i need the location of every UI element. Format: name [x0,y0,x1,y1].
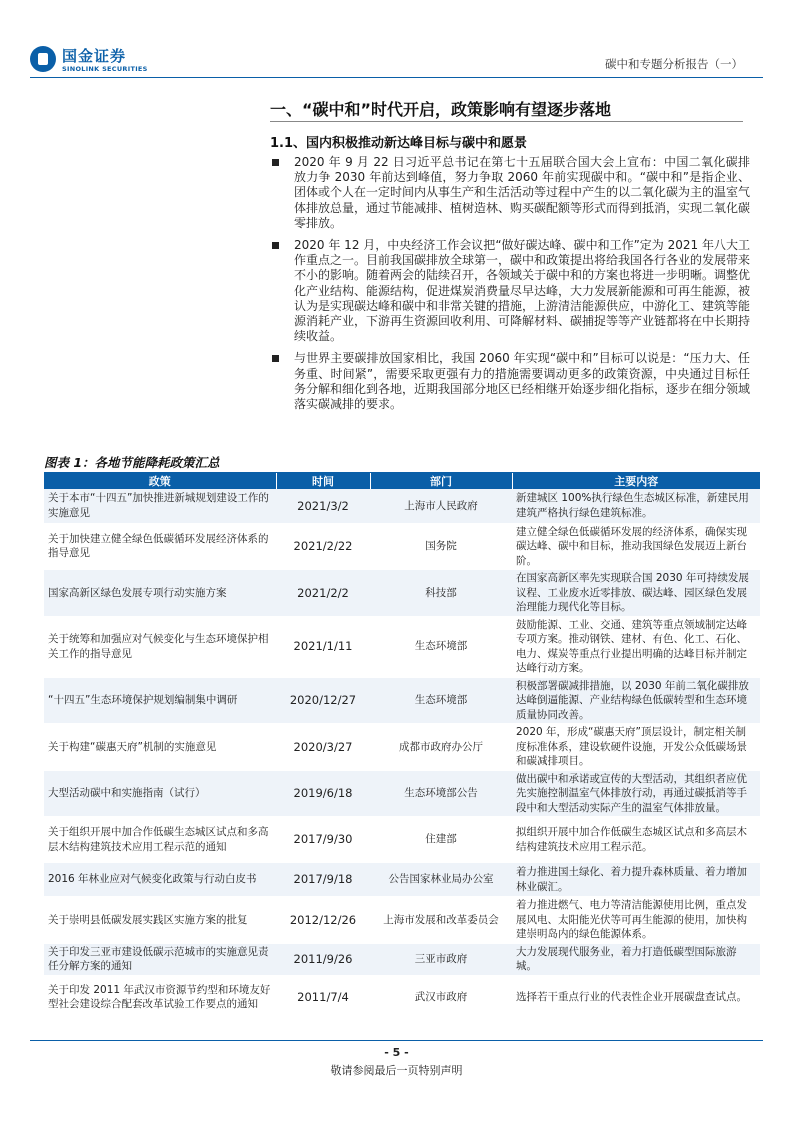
cell-content: 积极部署碳减排措施，以 2030 年前二氧化碳排放达峰倒逼能源、产业结构绿色低碳转型和生态环境质量协同改善。 [512,677,760,724]
square-bullet-icon [272,242,279,249]
table-row [44,863,760,897]
cell-policy: 关于统筹和加强应对气候变化与生态环境保护相关工作的指导意见 [44,616,276,677]
cell-time: 2020/3/27 [276,724,370,771]
cell-dept: 住建部 [370,817,512,863]
cell-policy: 关于印发三亚市建设低碳示范城市的实施意见责任分解方案的通知 [44,943,276,975]
cell-dept: 科技部 [370,570,512,617]
bullet-text: 与世界主要碳排放国家相比，我国 2060 年实现“碳中和”目标可以说是：“压力大、任务重、时间紧”，需要采取更强有力的措施需要调动更多的政策资源，中央通过目标任务分解和细化到各地，近期我国部分地区已经相继开始逐步细化指标，逐步在细分领域落实碳减排的要求。 [294,351,751,412]
header-divider [30,77,763,78]
cell-time: 2011/7/4 [276,975,370,1019]
cell-content: 建立健全绿色低碳循环发展的经济体系，确保实现碳达峰、碳中和目标，推动我国绿色发展迈上新台阶。 [512,523,760,570]
bullet-list [270,155,750,419]
cell-policy: 国家高新区绿色发展专项行动实施方案 [44,570,276,617]
table-row [44,770,760,817]
square-bullet-icon [272,355,279,362]
cell-policy: 关于本市“十四五”加快推进新城规划建设工作的实施意见 [44,489,276,523]
cell-dept: 上海市人民政府 [370,489,512,523]
table-row [44,975,760,1019]
cell-time: 2019/6/18 [276,770,370,817]
bullet-item [270,238,750,344]
policy-table [44,473,760,1020]
column-header-content: 主要内容 [512,473,760,489]
cell-dept: 生态环境部 [370,677,512,724]
cell-dept: 上海市发展和改革委员会 [370,897,512,944]
figure-title: 图表 1：各地节能降耗政策汇总 [44,455,220,470]
table-header-row [44,473,760,489]
cell-content: 做出碳中和承诺或宣传的大型活动，其组织者应优先实施控制温室气体排放行动，再通过碳抵消等手段中和大型活动实际产生的温室气体排放量。 [512,770,760,817]
cell-content: 新建城区 100%执行绿色生态城区标准，新建民用建筑严格执行绿色建筑标准。 [512,489,760,523]
cell-dept: 三亚市政府 [370,943,512,975]
cell-dept: 国务院 [370,523,512,570]
cell-content: 拟组织开展中加合作低碳生态城区试点和多高层木结构建筑技术应用工程示范。 [512,817,760,863]
cell-policy: 关于组织开展中加合作低碳生态城区试点和多高层木结构建筑技术应用工程示范的通知 [44,817,276,863]
cell-policy: 关于加快建立健全绿色低碳循环发展经济体系的指导意见 [44,523,276,570]
column-header-dept: 部门 [370,473,512,489]
report-title: 碳中和专题分析报告（一） [605,57,743,71]
logo-mark-icon [30,46,56,72]
bullet-item [270,351,750,412]
cell-policy: 关于构建“碳惠天府”机制的实施意见 [44,724,276,771]
page-number: - 5 - [384,1046,409,1059]
cell-dept: 公告国家林业局办公室 [370,863,512,897]
subsection-heading: 1.1、国内积极推动新达峰目标与碳中和愿景 [270,136,528,151]
cell-policy: “十四五”生态环境保护规划编制集中调研 [44,677,276,724]
column-header-policy: 政策 [44,473,276,489]
cell-time: 2021/1/11 [276,616,370,677]
cell-content: 着力推进国土绿化、着力提升森林质量、着力增加林业碳汇。 [512,863,760,897]
logo-cn-text: 国金证券 [62,47,127,65]
cell-time: 2011/9/26 [276,943,370,975]
cell-dept: 成都市政府办公厅 [370,724,512,771]
cell-dept: 武汉市政府 [370,975,512,1019]
footer-divider [30,1040,763,1041]
cell-time: 2017/9/18 [276,863,370,897]
bullet-item [270,155,750,231]
cell-time: 2021/3/2 [276,489,370,523]
table-row [44,616,760,677]
table-row [44,724,760,771]
cell-time: 2021/2/22 [276,523,370,570]
cell-content: 鼓励能源、工业、交通、建筑等重点领域制定达峰专项方案。推动钢铁、建材、有色、化工、石化、电力、煤炭等重点行业提出明确的达峰目标并制定达峰行动方案。 [512,616,760,677]
cell-content: 2020 年，形成“碳惠天府”顶层设计，制定相关制度标准体系，建设软硬件设施，开发公众低碳场景和碳减排项目。 [512,724,760,771]
cell-content: 选择若干重点行业的代表性企业开展碳盘查试点。 [512,975,760,1019]
cell-content: 着力推进燃气、电力等清洁能源使用比例，重点发展风电、太阳能光伏等可再生能源的使用，加快构建崇明岛内的绿色能源体系。 [512,897,760,944]
cell-policy: 2016 年林业应对气候变化政策与行动白皮书 [44,863,276,897]
cell-time: 2012/12/26 [276,897,370,944]
company-logo [30,44,160,76]
cell-time: 2020/12/27 [276,677,370,724]
cell-content: 大力发展现代服务业，着力打造低碳型国际旅游城。 [512,943,760,975]
cell-dept: 生态环境部 [370,616,512,677]
bullet-text: 2020 年 12 月，中央经济工作会议把“做好碳达峰、碳中和工作”定为 2021 年八大工作重点之一。目前我国碳排放全球第一，碳中和政策提出将给我国各行各业的发展带来不小的影响。随着两会的陆续召开，各领域关于碳中和的方案也将进一步明晰。调整优化产业结构、能源结构，促进煤炭消费量尽早达峰，大力发展新能源和可再生能源，被认为是实现碳达峰和碳中和非常关键的措施，上游清洁能源供应，中游化工、建筑等能源消耗产业，下游再生资源回收利用、可降解材料、碳捕捉等等产业链都将在中长期持续收益。 [294,238,751,344]
table-row [44,570,760,617]
cell-time: 2017/9/30 [276,817,370,863]
cell-policy: 关于崇明县低碳发展实践区实施方案的批复 [44,897,276,944]
table-row [44,677,760,724]
column-header-time: 时间 [276,473,370,489]
table-row [44,523,760,570]
cell-content: 在国家高新区率先实现联合国 2030 年可持续发展议程、工业废水近零排放、碳达峰、园区绿色发展治理能力现代化等目标。 [512,570,760,617]
cell-dept: 生态环境部公告 [370,770,512,817]
square-bullet-icon [272,159,279,166]
logo-en-text: SINOLINK SECURITIES [62,65,148,73]
cell-time: 2021/2/2 [276,570,370,617]
bullet-text: 2020 年 9 月 22 日习近平总书记在第七十五届联合国大会上宣布：中国二氧化碳排放力争 2030 年前达到峰值，努力争取 2060 年前实现碳中和。“碳中和”是指企业、团体或个人在一定时间内从事生产和生活活动等过程中产生的以二氧化碳为主的温室气体排放总量，通过节能减排、植树造林、购买碳配额等形式而得到抵消，实现二氧化碳零排放。 [294,155,751,230]
section-heading-divider [270,121,743,122]
cell-policy: 大型活动碳中和实施指南（试行） [44,770,276,817]
table-row [44,943,760,975]
cell-policy: 关于印发 2011 年武汉市资源节约型和环境友好型社会建设综合配套改革试验工作要点的通知 [44,975,276,1019]
disclaimer-note: 敬请参阅最后一页特别声明 [330,1064,463,1077]
table-row [44,817,760,863]
section-heading: 一、“碳中和”时代开启，政策影响有望逐步落地 [270,100,612,119]
table-row [44,489,760,523]
table-row [44,897,760,944]
